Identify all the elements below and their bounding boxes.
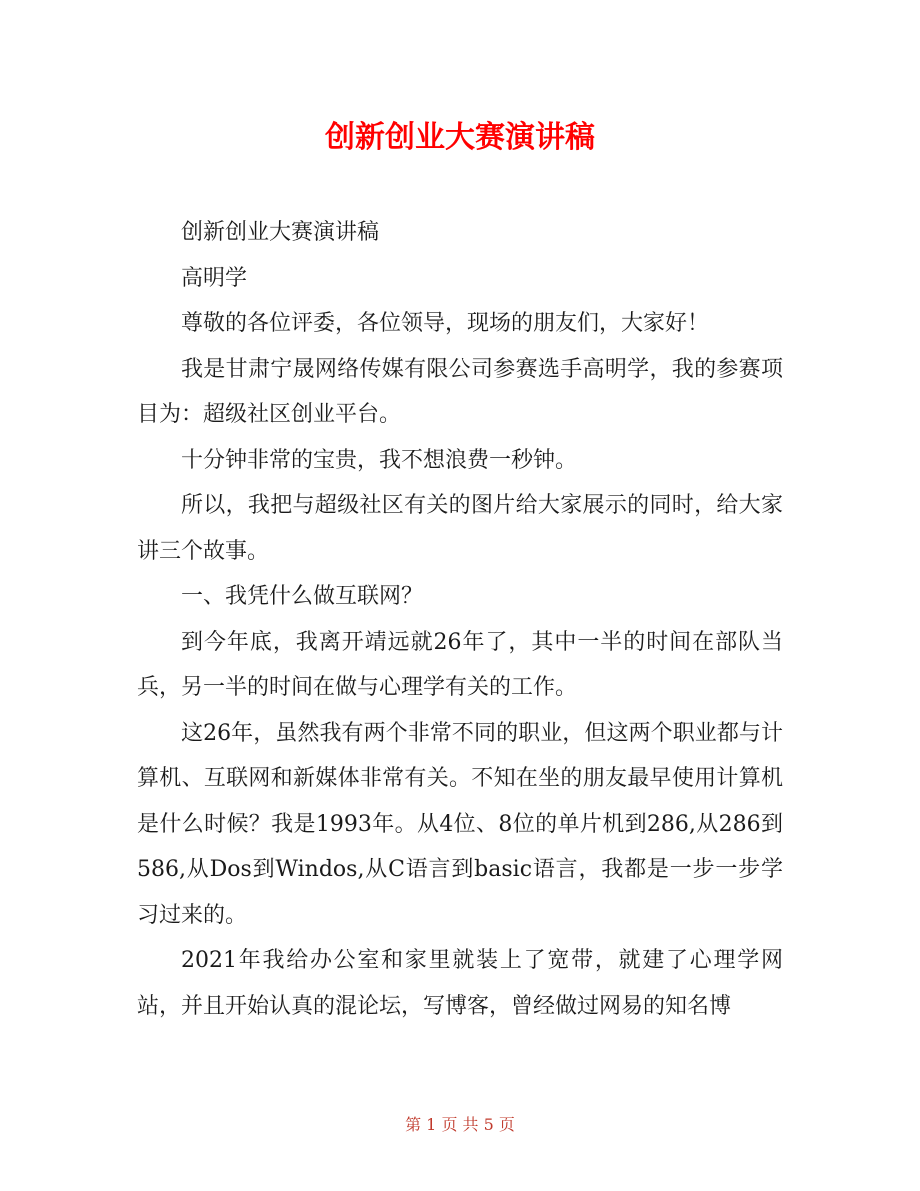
- paragraph-section-one: 一、我凭什么做互联网？: [181, 584, 424, 609]
- document-title: 创新创业大赛演讲稿: [325, 120, 595, 155]
- paragraph-heading: 创新创业大赛演讲稿: [181, 220, 380, 245]
- paragraph-stories: 所以，我把与超级社区有关的图片给大家展示的同时，给大家讲三个故事。: [137, 493, 783, 564]
- paragraph-time: 十分钟非常的宝贵，我不想浪费一秒钟。: [181, 447, 578, 473]
- paragraph-greeting: 尊敬的各位评委，各位领导，现场的朋友们，大家好！: [181, 311, 710, 336]
- paragraph-background: 到今年底，我离开靖远就26年了，其中一半的时间在部队当兵，另一半的时间在做与心理学有关的工作。: [137, 629, 783, 700]
- page-footer: 第 1 页 共 5 页: [405, 1115, 515, 1134]
- paragraph-introduction: 我是甘肃宁晟网络传媒有限公司参赛选手高明学，我的参赛项目为：超级社区创业平台。: [137, 356, 783, 427]
- paragraph-author: 高明学: [181, 265, 248, 291]
- paragraph-broadband: 2021年我给办公室和家里就装上了宽带，就建了心理学网站，并且开始认真的混论坛，写博客，曾经做过网易的知名博: [137, 948, 783, 1019]
- document-body: [137, 210, 783, 1029]
- paragraph-computer-history: 这26年，虽然我有两个非常不同的职业，但这两个职业都与计算机、互联网和新媒体非常有关。不知在坐的朋友最早使用计算机是什么时候？我是1993年。从4位、8位的单片机到286,从286到586,从Dos到Windos,从C语言到basic语言，我都是一步一步学习过来的。: [137, 720, 783, 928]
